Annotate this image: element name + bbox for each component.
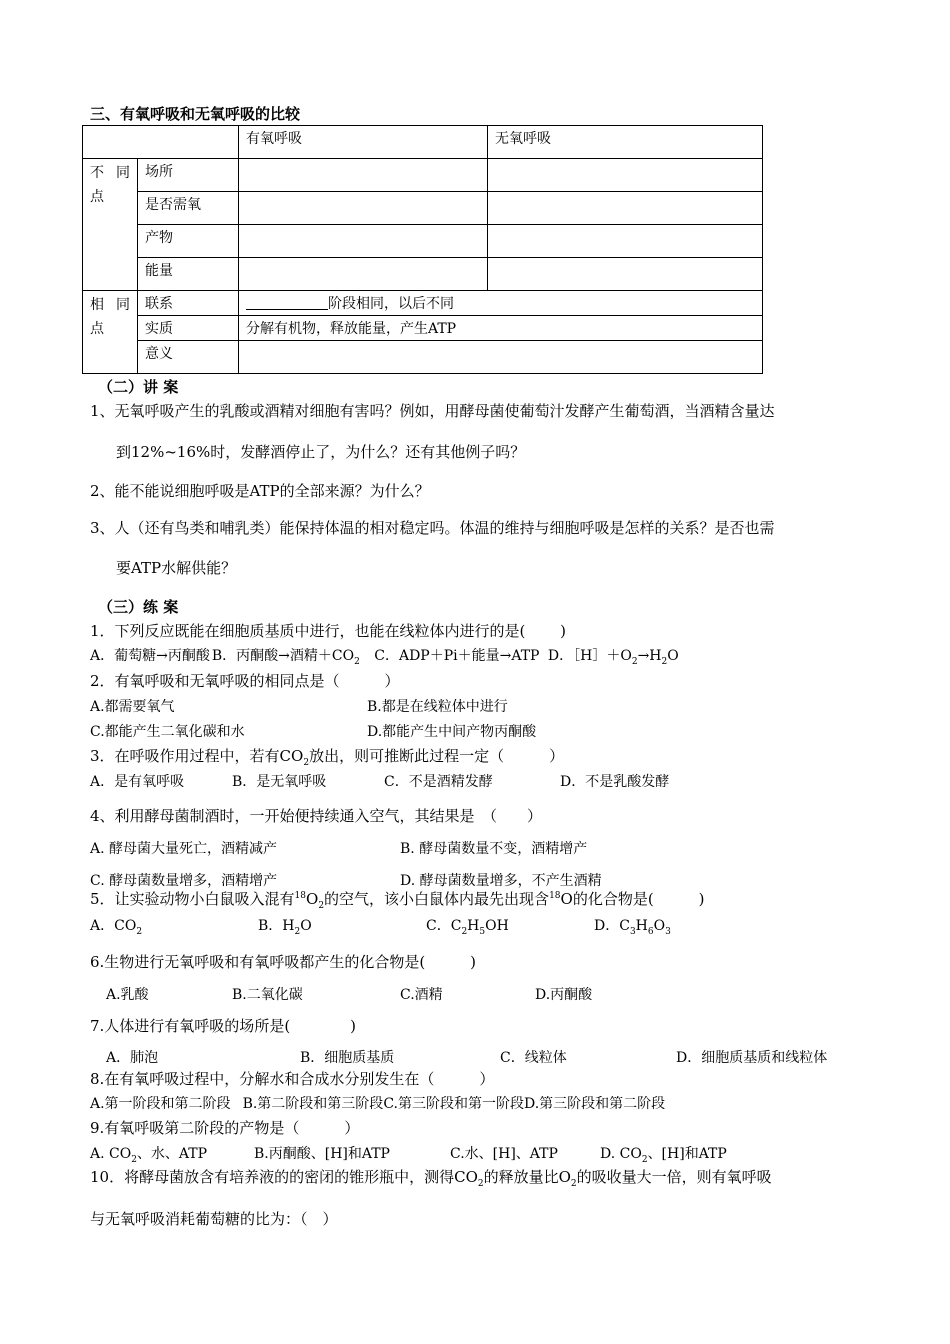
- answer-cell: [488, 225, 763, 258]
- answer-cell: [239, 225, 488, 258]
- option-c-tail: OH: [485, 918, 509, 934]
- option-a: [90, 1143, 207, 1165]
- option-a: A.乳酸: [106, 987, 149, 1003]
- row-label: 实质: [138, 316, 239, 341]
- option-b: B.第二阶段和第三阶段: [242, 1096, 384, 1112]
- lecture-q1-line2: 到12%~16%时，发酵酒停止了，为什么？还有其他例子吗？: [116, 443, 526, 461]
- option-c-text: C．C: [426, 918, 462, 934]
- option-d-tail: 、[H]和ATP: [647, 1146, 727, 1162]
- practice-q2: 2．有氧呼吸和无氧呼吸的相同点是（ ）: [90, 672, 400, 690]
- option-a-tail: 、水、ATP: [136, 1146, 208, 1162]
- subscript: 2: [477, 1179, 484, 1189]
- subscript: 2: [631, 656, 638, 667]
- option-b: B．是无氧呼吸: [232, 774, 327, 790]
- answer-cell: [488, 159, 763, 192]
- option-d: D.都能产生中间产物丙酮酸: [367, 724, 537, 740]
- option-c: C．ADP＋Pi＋能量→ATP: [374, 648, 540, 664]
- table-row: [83, 291, 763, 316]
- same-label: 相 同 点: [83, 291, 138, 374]
- q3-text-end: 放出，则可推断此过程一定（ ）: [309, 747, 565, 765]
- option-c: C. 酵母菌数量增多，酒精增产: [90, 873, 278, 889]
- practice-q1-options: [90, 645, 679, 667]
- option-b: B. 酵母菌数量不变，酒精增产: [400, 841, 588, 857]
- option-c: C.酒精: [400, 987, 443, 1003]
- lecture-q1-line1: 1、无氧呼吸产生的乳酸或酒精对细胞有害吗？例如，用酵母菌使葡萄汁发酵产生葡萄酒，当酒精含量达: [90, 402, 775, 420]
- option-c: C．不是酒精发酵: [384, 774, 493, 790]
- practice-q9: 9.有氧呼吸第二阶段的产物是（ ）: [90, 1119, 360, 1137]
- practice-q6: 6.生物进行无氧呼吸和有氧呼吸都产生的化合物是( ): [90, 953, 477, 971]
- subscript: 2: [354, 656, 360, 667]
- option-c: C.都能产生二氧化碳和水: [90, 724, 245, 740]
- option-d-mid2: O: [653, 918, 666, 934]
- option-a: A. 酵母菌大量死亡，酒精减产: [90, 841, 278, 857]
- answer-cell: [488, 258, 763, 291]
- subscript: 2: [641, 1154, 648, 1165]
- answer-cell: [239, 159, 488, 192]
- subscript: 2: [303, 758, 310, 768]
- row-label: 联系: [138, 291, 239, 316]
- merged-cell: 分解有机物，释放能量，产生ATP: [239, 316, 763, 341]
- option-c-mid: H: [467, 918, 480, 934]
- option-d: D.丙酮酸: [535, 987, 593, 1003]
- option-b-tail: O: [300, 918, 312, 934]
- lecture-title: （二）讲 案: [98, 378, 179, 396]
- row-label: 意义: [138, 341, 239, 374]
- header-anaerobic: 无氧呼吸: [488, 126, 763, 159]
- option-d: D．［H］＋O: [547, 648, 632, 664]
- row-label: 产物: [138, 225, 239, 258]
- fill-blank: [246, 295, 328, 310]
- option-d-end: →H: [637, 648, 662, 664]
- table-corner-cell: [83, 126, 239, 159]
- diff-label: 不 同 点: [83, 159, 138, 291]
- subscript: 3: [629, 926, 636, 937]
- practice-title: （三）练 案: [98, 598, 179, 616]
- superscript: 18: [549, 891, 561, 901]
- subscript: 3: [665, 926, 671, 937]
- subscript: 2: [136, 926, 143, 937]
- answer-cell: [488, 192, 763, 225]
- practice-q4: 4、利用酵母菌制酒时，一开始便持续通入空气，其结果是 （ ）: [90, 807, 543, 825]
- option-c: C.水、[H]、ATP: [450, 1146, 558, 1162]
- lecture-q3-line2: 要ATP水解供能？: [116, 559, 237, 577]
- option-d-text: D．C: [594, 918, 630, 934]
- option-d: D．细胞质基质和线粒体: [676, 1050, 828, 1066]
- practice-q8-options: [90, 1093, 665, 1113]
- q5-text: O的化合物是( ): [560, 890, 705, 908]
- option-a: A.都需要氧气: [90, 699, 175, 715]
- table-row: [83, 341, 763, 374]
- practice-q5: [90, 888, 705, 911]
- option-d: [600, 1143, 727, 1165]
- practice-q7: 7.人体进行有氧呼吸的场所是( ): [90, 1017, 357, 1035]
- option-b: B．细胞质基质: [300, 1050, 395, 1066]
- row-label: 场所: [138, 159, 239, 192]
- q3-text: 3．在呼吸作用过程中，若有CO: [90, 747, 304, 765]
- row-label: 是否需氧: [138, 192, 239, 225]
- lecture-q3-line1: 3、人（还有鸟类和哺乳类）能保持体温的相对稳定吗。体温的维持与细胞呼吸是怎样的关系？是否也需: [90, 519, 775, 537]
- header-aerobic: 有氧呼吸: [239, 126, 488, 159]
- option-d-text: D. CO: [600, 1146, 642, 1162]
- practice-q10-line2: 与无氧呼吸消耗葡萄糖的比为：（ ）: [90, 1210, 338, 1228]
- subscript: 2: [461, 926, 468, 937]
- q10-text: 的吸收量大一倍，则有氧呼吸: [576, 1168, 772, 1186]
- option-b: B．丙酮酸→酒精＋CO: [211, 648, 355, 664]
- answer-cell: [239, 192, 488, 225]
- option-d-mid: H: [635, 918, 648, 934]
- option-a-text: A．CO: [90, 918, 137, 934]
- option-c: [426, 915, 509, 937]
- practice-q3: [90, 745, 564, 768]
- subscript: 2: [318, 901, 325, 911]
- table-row: [83, 192, 763, 225]
- option-b: B.都是在线粒体中进行: [367, 699, 508, 715]
- practice-q8: 8.在有氧呼吸过程中，分解水和合成水分别发生在（ ）: [90, 1070, 495, 1088]
- option-a: A.第一阶段和第二阶段: [90, 1096, 231, 1112]
- subscript: 2: [661, 656, 668, 667]
- merged-cell: [239, 341, 763, 374]
- merged-cell: [239, 291, 763, 316]
- subscript: 2: [570, 1179, 577, 1189]
- option-c: C．线粒体: [500, 1050, 567, 1066]
- merged-text: 阶段相同，以后不同: [328, 296, 454, 312]
- table-row: [83, 159, 763, 192]
- option-b: B.二氧化碳: [232, 987, 303, 1003]
- subscript: 6: [647, 926, 654, 937]
- comparison-table: [82, 125, 763, 374]
- table-row: [83, 316, 763, 341]
- option-a: A．葡萄糖→丙酮酸: [90, 648, 210, 664]
- option-a-text: A. CO: [90, 1146, 132, 1162]
- practice-q10: [90, 1166, 772, 1189]
- table-row: [83, 225, 763, 258]
- practice-q1: 1．下列反应既能在细胞质基质中进行，也能在线粒体内进行的是( ): [90, 622, 567, 640]
- table-header-row: [83, 126, 763, 159]
- option-d: D.第三阶段和第二阶段: [523, 1096, 666, 1112]
- answer-cell: [239, 258, 488, 291]
- option-d: D．不是乳酸发酵: [560, 774, 670, 790]
- subscript: 2: [131, 1154, 137, 1165]
- option-a: A．是有氧呼吸: [90, 774, 185, 790]
- q5-text: 的空气，该小白鼠体内最先出现含: [324, 890, 550, 908]
- option-c: C.第三阶段和第一阶段: [383, 1096, 524, 1112]
- option-a: [90, 915, 142, 937]
- row-label: 能量: [138, 258, 239, 291]
- table-row: [83, 258, 763, 291]
- option-b-text: B．H: [258, 918, 295, 934]
- q10-text: 10．将酵母菌放含有培养液的的密闭的锥形瓶中，测得CO: [90, 1168, 478, 1186]
- section-title: 三、有氧呼吸和无氧呼吸的比较: [90, 105, 301, 123]
- q5-text: O: [306, 890, 319, 908]
- option-d-tail: O: [667, 648, 679, 664]
- lecture-q2: 2、能不能说细胞呼吸是ATP的全部来源？为什么？: [90, 482, 430, 500]
- option-b: B.丙酮酸、[H]和ATP: [254, 1146, 390, 1162]
- q5-text: 5．让实验动物小白鼠吸入混有: [90, 890, 295, 908]
- q10-text: 的释放量比O: [483, 1168, 571, 1186]
- subscript: 2: [294, 926, 301, 937]
- subscript: 5: [479, 926, 486, 937]
- option-b: [258, 915, 312, 937]
- superscript: 18: [294, 891, 306, 901]
- option-d: D. 酵母菌数量增多，不产生酒精: [400, 873, 602, 889]
- option-a: A．肺泡: [106, 1050, 159, 1066]
- option-d: [594, 915, 671, 937]
